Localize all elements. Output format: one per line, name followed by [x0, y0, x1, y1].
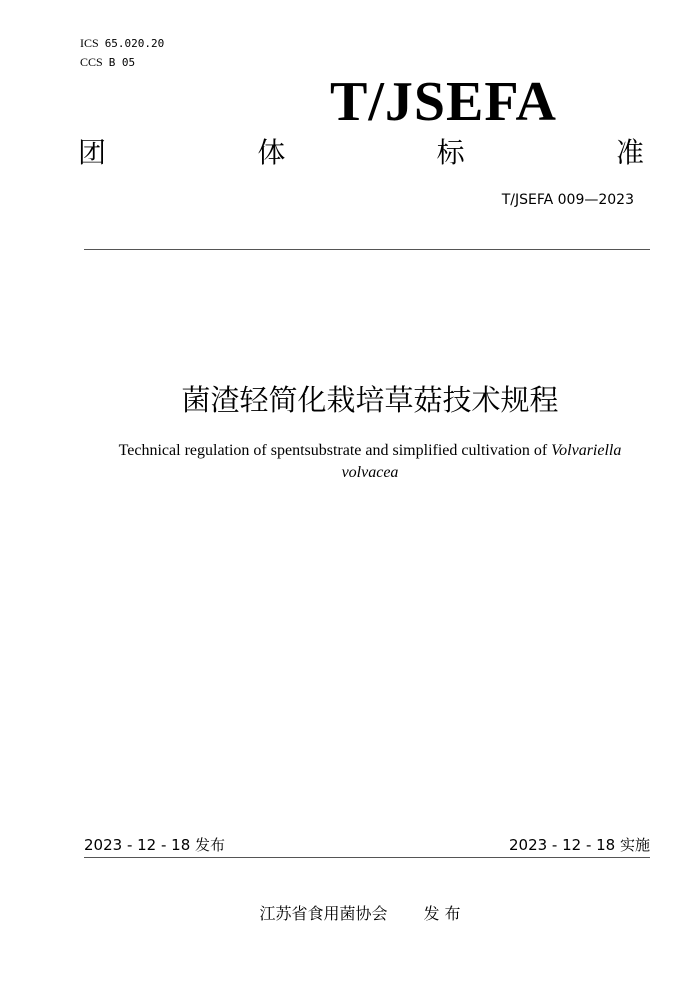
publish-date: 2023 - 12 - 18 发布: [84, 836, 226, 854]
standard-number: T/JSEFA 009—2023: [501, 192, 634, 208]
category-char: 标: [436, 136, 465, 169]
ccs-line: [80, 53, 164, 72]
ics-label: ICS: [80, 36, 99, 50]
publisher: [0, 902, 700, 926]
category-char: 团: [78, 136, 107, 169]
ics-code: 65.020.20: [104, 37, 165, 50]
implementation-date: 2023 - 12 - 18 实施: [508, 836, 650, 854]
standard-category: [78, 136, 644, 170]
top-divider: [84, 249, 650, 250]
category-char: 体: [257, 136, 286, 169]
title-chinese: 菌渣轻简化栽培草菇技术规程: [181, 383, 559, 417]
title-english: [100, 440, 640, 484]
classification-codes: [80, 34, 164, 72]
category-char: 准: [615, 136, 644, 169]
ccs-code: B 05: [108, 56, 136, 69]
species-name: Volvariella volvacea: [341, 442, 622, 481]
publisher-action: 发 布: [423, 904, 461, 923]
brand-logo-text: T/JSEFA: [330, 71, 557, 133]
title-english-text: Technical regulation of spentsubstrate and simplified cultivation of: [118, 442, 552, 459]
ics-line: [80, 34, 164, 53]
publisher-name: 江苏省食用菌协会: [259, 904, 388, 923]
ccs-label: CCS: [80, 55, 103, 69]
bottom-divider: [84, 857, 650, 858]
